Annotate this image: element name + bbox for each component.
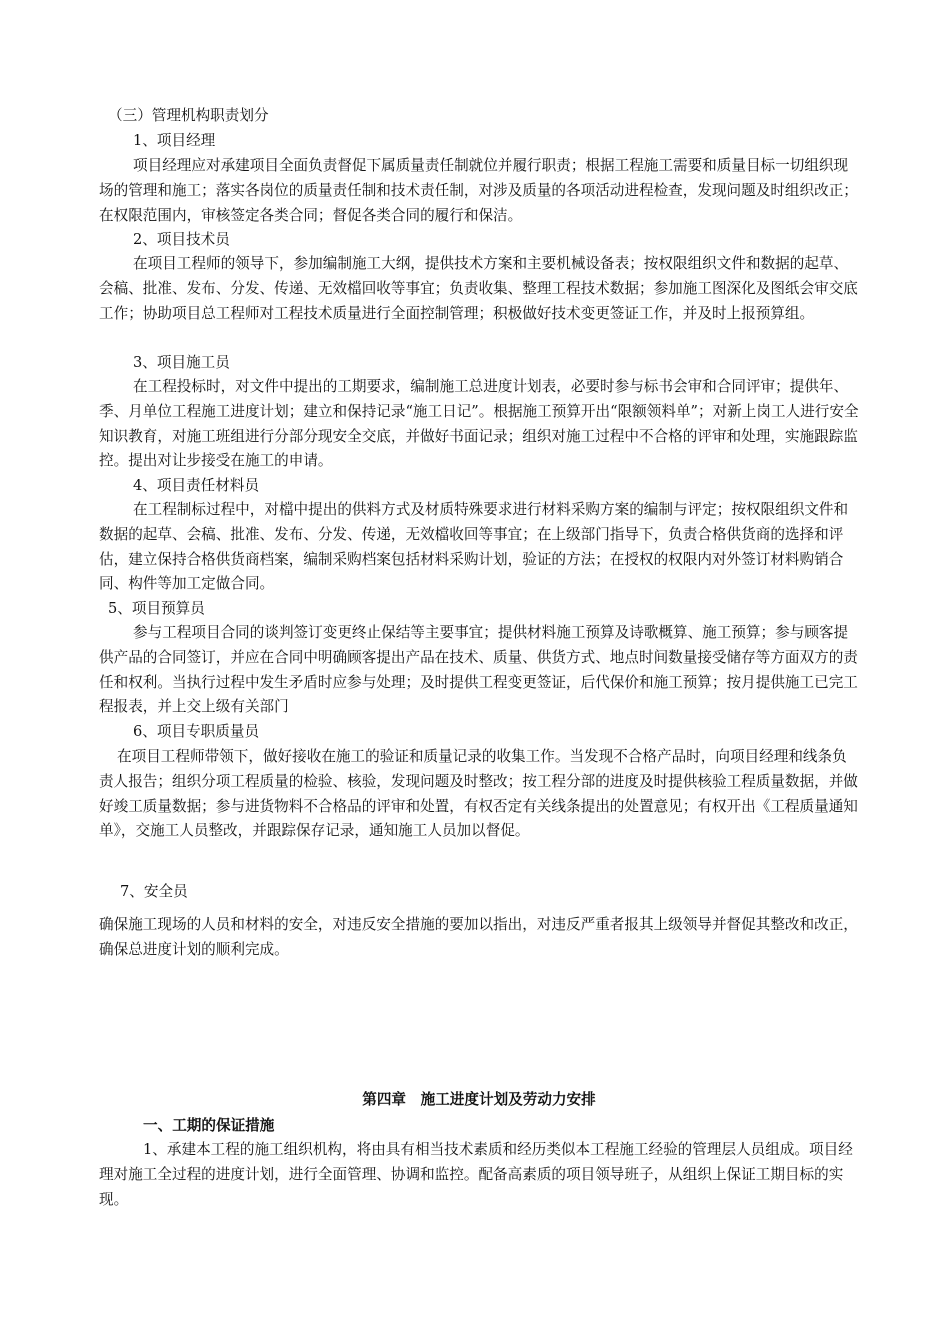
item-title-budget-officer: 5、项目预算员 (108, 600, 205, 617)
item-title-technician: 2、项目技术员 (133, 231, 230, 248)
item-body-materials-officer: 在工程制标过程中，对檔中提出的供料方式及材质特殊要求进行材料采购方案的编制与评定；按权限组织文件和数据的起草、会稿、批准、发布、分发、传递，无效檔收回等事宜；在上级部门指导下，负责合格供货商的选择和评估，建立保持合格供货商档案，编制采购档案包括材料采购计划，验证的方法；在授权的权限内对外签订材料购销合同、构件等加工定做合同。 (99, 501, 849, 593)
chapter-paragraph: 1、承建本工程的施工组织机构，将由具有相当技术素质和经历类似本工程施工经验的管理层人员组成。项目经理对施工全过程的进度计划，进行全面管理、协调和监控。配备高素质的项目领导班子，从组织上保证工期目标的实现。 (99, 1141, 853, 1208)
item-body-project-manager: 项目经理应对承建项目全面负责督促下属质量责任制就位并履行职责；根据工程施工需要和质量目标一切组织现场的管理和施工；落实各岗位的质量责任制和技术责任制，对涉及质量的各项活动进程检查，发现问题及时组织改正；在权限范围内，审核签定各类合同；督促各类合同的履行和保洁。 (99, 157, 858, 224)
item-title-safety-officer: 7、安全员 (120, 883, 188, 900)
item-title-construction-officer: 3、项目施工员 (133, 354, 230, 371)
item-body-construction-officer: 在工程投标时，对文件中提出的工期要求，编制施工总进度计划表，必要时参与标书会审和合同评审；提供年、季、月单位工程施工进度计划；建立和保持记录“施工日记”。根据施工预算开出“限额领料单”；对新上岗工人进行安全知识教育，对施工班组进行分部分现安全交底，并做好书面记录；组织对施工过程中不合格的评审和处理，实施跟踪监控。提出对让步接受在施工的申请。 (99, 378, 859, 470)
section-heading: （三）管理机构职责划分 (108, 107, 269, 124)
item-body-technician: 在项目工程师的领导下，参加编制施工大纲，提供技术方案和主要机械设备表；按权限组织文件和数据的起草、会稿、批准、发布、分发、传递、无效檔回收等事宜；负责收集、整理工程技术数据；参加施工图深化及图纸会审交底工作；协助项目总工程师对工程技术质量进行全面控制管理；积极做好技术变更签证工作，并及时上报预算组。 (99, 255, 858, 322)
item-body-quality-officer: 在项目工程师带领下，做好接收在施工的验证和质量记录的收集工作。当发现不合格产品时，向项目经理和线条负责人报告；组织分项工程质量的检验、核验，发现问题及时整改；按工程分部的进度及时提供核验工程质量数据，并做好竣工质量数据；参与进货物料不合格品的评审和处置，有权否定有关线条提出的处置意见；有权开出《工程质量通知单》，交施工人员整改，并跟踪保存记录，通知施工人员加以督促。 (99, 748, 858, 840)
chapter-title: 第四章 施工进度计划及劳动力安排 (362, 1091, 596, 1108)
item-body-safety-officer: 确保施工现场的人员和材料的安全，对违反安全措施的要加以指出，对违反严重者报其上级领导并督促其整改和改正，确保总进度计划的顺利完成。 (99, 916, 858, 958)
chapter-section-heading: 一、工期的保证措施 (143, 1117, 275, 1134)
item-title-materials-officer: 4、项目责任材料员 (133, 477, 260, 494)
item-body-budget-officer: 参与工程项目合同的谈判签订变更终止保结等主要事宜；提供材料施工预算及诗歌概算、施工预算；参与顾客提供产品的合同签订，并应在合同中明确顾客提出产品在技术、质量、供货方式、地点时间数量接受储存等方面双方的责任和权利。当执行过程中发生矛盾时应参与处理；及时提供工程变更签证，后代保价和施工预算；按月提供施工已完工程报表，并上交上级有关部门 (99, 624, 858, 716)
item-title-quality-officer: 6、项目专职质量员 (133, 723, 260, 740)
item-title-project-manager: 1、项目经理 (133, 132, 216, 149)
